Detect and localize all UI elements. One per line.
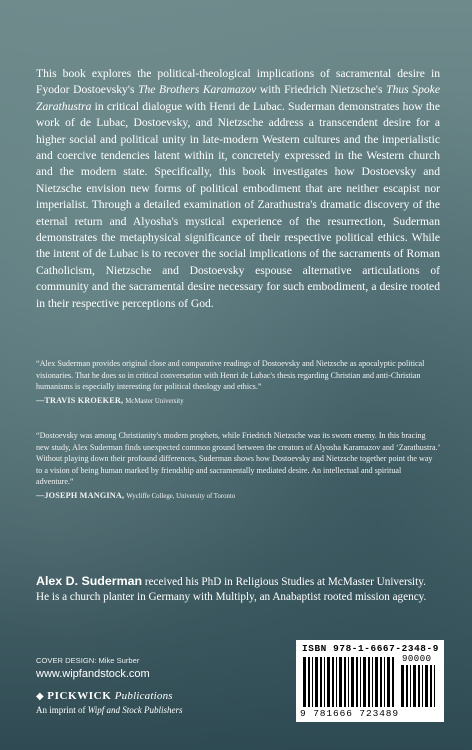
blurb-quote: “Alex Suderman provides original close and comparative readings of Dostoevsky and Nietzsche as apocalyptic political visionaries. That he does so in critical conversation with Henri de Lubac's thesis regarding Christian and anti-Christian humanisms is especially interesting for political theology and ethics.” [36,359,425,392]
barcode-main-bars [302,657,398,707]
publisher-website: www.wipfandstock.com [36,668,150,680]
publisher-name: PICKWICK Publications [47,690,173,702]
book-description: This book explores the political-theological implications of sacramental desire in Fyodor Dostoevsky's The Brothers Karamazov with Friedrich Nietzsche's Thus Spoke Zarathustra in critical dialogue with Henri de Lubac. Suderman demonstrates how the work of de Lubac, Dostoevsky, and Nietzsche address a transcendent desire for a higher social and political unity in late-modern Western cultures and the imperialistic and coercive tendencies latent within it, concretely expressed in the Western church and the modern state. Specifically, this book investigates how Dostoevsky and Nietzsche envision new forms of political embodiment that are neither escapist nor imperialist. Through a detailed examination of Zarathustra's dramatic discovery of the eternal return and Alyosha's mystical experience of the resurrection, Suderman demonstrates the metaphysical significance of their respective political ethics. While the intent of de Lubac is to recover the social implications of the sacraments of Roman Catholicism, Nietzsche and Dostoevsky espouse alternative articulations of community and the sacramental desire necessary for such embodiment, a desire rooted in their respective perceptions of God. [36,67,440,310]
imprint-line: An imprint of Wipf and Stock Publishers [36,705,183,715]
blurb-attribution: —JOSEPH MANGINA, Wycliffe College, University of Toronto [36,490,236,500]
blurb-kroeker [36,358,440,407]
author-bio-text: received his PhD in Religious Studies at McMaster University. He is a church planter in Germany with Multiply, an Anabaptist rooted mission agency. [36,576,427,603]
barcode-addon-bars [400,665,438,707]
title-brothers-karamazov: The Brothers Karamazov [138,83,257,97]
price-code: 90000 [402,654,432,664]
blurb-quote: “Dostoevsky was among Christianity's modern prophets, while Friedrich Nietzsche was its sworn enemy. In this bracing new study, Alex Suderman finds unexpected common ground between the creators of Alyosha Karamazov and ‘Zarathustra.’ Without playing down their profound differences, Suderman shows how Dostoevsky and Nietzsche together point the way to a vision of being human marked by friendship and sacramentally mediated desire. An intellectual and spiritual adventure.” [36,431,440,487]
ean-digits: 9 781666 723489 [300,708,400,719]
author-name: Alex D. Suderman [36,574,143,588]
isbn-text: ISBN 978-1-6667-2348-9 [302,643,439,654]
blurb-mangina [36,430,440,503]
isbn-barcode [296,640,444,722]
title-zarathustra: Thus Spoke Zarathustra [36,83,440,113]
publisher-logo [36,690,173,702]
author-bio [36,574,440,605]
pickwick-mark-icon: ◆ [36,691,45,702]
cover-design-credit: COVER DESIGN: Mike Surber [36,656,140,665]
blurb-attribution: —TRAVIS KROEKER, McMaster University [36,395,184,405]
